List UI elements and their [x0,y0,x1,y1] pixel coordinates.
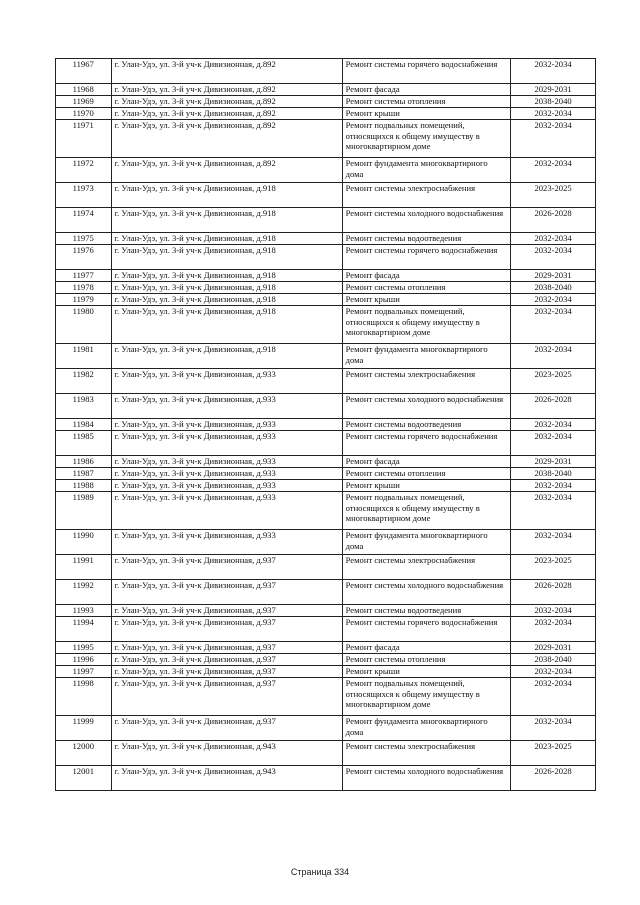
row-address: г. Улан-Удэ, ул. 3-й уч-к Дивизионная, д.918 [111,282,342,294]
row-address: г. Улан-Удэ, ул. 3-й уч-к Дивизионная, д.933 [111,530,342,555]
table-row [56,270,596,282]
row-address: г. Улан-Удэ, ул. 3-й уч-к Дивизионная, д.937 [111,716,342,741]
row-work-type: Ремонт подвальных помещений, относящихся к общему имуществу в многоквартирном доме [342,678,511,716]
table-row [56,678,596,716]
row-period: 2032-2034 [511,431,596,456]
table-row [56,282,596,294]
row-work-type: Ремонт системы водоотведения [342,605,511,617]
row-work-type: Ремонт системы электроснабжения [342,555,511,580]
row-number: 11974 [56,208,112,233]
row-work-type: Ремонт фасада [342,456,511,468]
row-work-type: Ремонт подвальных помещений, относящихся к общему имуществу в многоквартирном доме [342,492,511,530]
table-row [56,369,596,394]
row-period: 2032-2034 [511,530,596,555]
row-period: 2026-2028 [511,580,596,605]
row-work-type: Ремонт системы отопления [342,468,511,480]
row-period: 2023-2025 [511,369,596,394]
row-work-type: Ремонт фундамента многоквартирного дома [342,158,511,183]
table-row [56,96,596,108]
table-row [56,766,596,791]
table-row [56,530,596,555]
row-address: г. Улан-Удэ, ул. 3-й уч-к Дивизионная, д.933 [111,468,342,480]
row-address: г. Улан-Удэ, ул. 3-й уч-к Дивизионная, д.937 [111,678,342,716]
row-address: г. Улан-Удэ, ул. 3-й уч-к Дивизионная, д.937 [111,580,342,605]
table-row [56,158,596,183]
table-row [56,617,596,642]
row-period: 2032-2034 [511,605,596,617]
row-number: 11971 [56,120,112,158]
row-number: 11992 [56,580,112,605]
row-number: 11985 [56,431,112,456]
row-period: 2038-2040 [511,282,596,294]
table-row [56,480,596,492]
table-row [56,741,596,766]
table-row [56,654,596,666]
table-row [56,431,596,456]
row-period: 2029-2031 [511,84,596,96]
row-work-type: Ремонт крыши [342,108,511,120]
capital-repair-table [55,58,596,791]
row-work-type: Ремонт фундамента многоквартирного дома [342,716,511,741]
row-work-type: Ремонт системы горячего водоснабжения [342,617,511,642]
table-row [56,555,596,580]
row-work-type: Ремонт системы водоотведения [342,233,511,245]
row-number: 11994 [56,617,112,642]
table-row [56,245,596,270]
table-row [56,183,596,208]
row-work-type: Ремонт системы водоотведения [342,419,511,431]
row-work-type: Ремонт фасада [342,642,511,654]
row-work-type: Ремонт системы горячего водоснабжения [342,431,511,456]
row-period: 2026-2028 [511,766,596,791]
table-row [56,666,596,678]
row-period: 2032-2034 [511,294,596,306]
row-work-type: Ремонт системы горячего водоснабжения [342,245,511,270]
row-number: 11997 [56,666,112,678]
table-row [56,306,596,344]
row-number: 11967 [56,59,112,84]
row-number: 11995 [56,642,112,654]
page-number: Страница 334 [290,867,350,877]
row-work-type: Ремонт крыши [342,294,511,306]
row-address: г. Улан-Удэ, ул. 3-й уч-к Дивизионная, д.892 [111,108,342,120]
row-number: 11984 [56,419,112,431]
row-address: г. Улан-Удэ, ул. 3-й уч-к Дивизионная, д.918 [111,344,342,369]
row-number: 11993 [56,605,112,617]
row-work-type: Ремонт системы электроснабжения [342,741,511,766]
row-period: 2029-2031 [511,270,596,282]
row-period: 2023-2025 [511,741,596,766]
row-work-type: Ремонт крыши [342,666,511,678]
row-work-type: Ремонт системы холодного водоснабжения [342,766,511,791]
table-row [56,456,596,468]
table-row [56,208,596,233]
row-period: 2032-2034 [511,233,596,245]
row-number: 11987 [56,468,112,480]
row-number: 11981 [56,344,112,369]
row-work-type: Ремонт системы отопления [342,282,511,294]
row-number: 11979 [56,294,112,306]
row-period: 2032-2034 [511,59,596,84]
row-period: 2038-2040 [511,96,596,108]
row-work-type: Ремонт системы отопления [342,654,511,666]
row-period: 2032-2034 [511,716,596,741]
row-address: г. Улан-Удэ, ул. 3-й уч-к Дивизионная, д.937 [111,605,342,617]
row-address: г. Улан-Удэ, ул. 3-й уч-к Дивизионная, д.918 [111,245,342,270]
row-period: 2029-2031 [511,456,596,468]
row-work-type: Ремонт фундамента многоквартирного дома [342,344,511,369]
row-number: 11970 [56,108,112,120]
row-period: 2032-2034 [511,245,596,270]
row-period: 2032-2034 [511,617,596,642]
row-number: 11975 [56,233,112,245]
row-address: г. Улан-Удэ, ул. 3-й уч-к Дивизионная, д.918 [111,233,342,245]
row-address: г. Улан-Удэ, ул. 3-й уч-к Дивизионная, д.892 [111,84,342,96]
row-address: г. Улан-Удэ, ул. 3-й уч-к Дивизионная, д.918 [111,294,342,306]
row-number: 11989 [56,492,112,530]
row-number: 11990 [56,530,112,555]
row-work-type: Ремонт фасада [342,270,511,282]
row-work-type: Ремонт системы горячего водоснабжения [342,59,511,84]
row-address: г. Улан-Удэ, ул. 3-й уч-к Дивизионная, д.933 [111,456,342,468]
row-period: 2023-2025 [511,555,596,580]
row-address: г. Улан-Удэ, ул. 3-й уч-к Дивизионная, д.918 [111,270,342,282]
table-row [56,492,596,530]
row-address: г. Улан-Удэ, ул. 3-й уч-к Дивизионная, д.937 [111,555,342,580]
row-number: 11972 [56,158,112,183]
table-row [56,642,596,654]
row-number: 12001 [56,766,112,791]
row-period: 2032-2034 [511,158,596,183]
row-period: 2026-2028 [511,208,596,233]
table-row [56,580,596,605]
row-work-type: Ремонт системы холодного водоснабжения [342,208,511,233]
row-work-type: Ремонт подвальных помещений, относящихся к общему имуществу в многоквартирном доме [342,306,511,344]
row-period: 2032-2034 [511,480,596,492]
row-address: г. Улан-Удэ, ул. 3-й уч-к Дивизионная, д.892 [111,96,342,108]
row-address: г. Улан-Удэ, ул. 3-й уч-к Дивизионная, д.892 [111,120,342,158]
row-address: г. Улан-Удэ, ул. 3-й уч-к Дивизионная, д.933 [111,369,342,394]
row-period: 2029-2031 [511,642,596,654]
row-work-type: Ремонт системы электроснабжения [342,369,511,394]
row-number: 12000 [56,741,112,766]
row-period: 2038-2040 [511,654,596,666]
table-row [56,59,596,84]
row-number: 11998 [56,678,112,716]
row-address: г. Улан-Удэ, ул. 3-й уч-к Дивизионная, д.892 [111,59,342,84]
row-period: 2032-2034 [511,666,596,678]
row-work-type: Ремонт фундамента многоквартирного дома [342,530,511,555]
row-number: 11982 [56,369,112,394]
row-number: 11996 [56,654,112,666]
row-work-type: Ремонт фасада [342,84,511,96]
row-period: 2026-2028 [511,394,596,419]
row-address: г. Улан-Удэ, ул. 3-й уч-к Дивизионная, д.918 [111,208,342,233]
row-number: 11991 [56,555,112,580]
row-period: 2032-2034 [511,306,596,344]
row-address: г. Улан-Удэ, ул. 3-й уч-к Дивизионная, д.937 [111,617,342,642]
row-number: 11978 [56,282,112,294]
row-number: 11999 [56,716,112,741]
row-number: 11969 [56,96,112,108]
row-address: г. Улан-Удэ, ул. 3-й уч-к Дивизионная, д.943 [111,766,342,791]
row-number: 11980 [56,306,112,344]
row-number: 11983 [56,394,112,419]
row-period: 2032-2034 [511,344,596,369]
row-work-type: Ремонт системы отопления [342,96,511,108]
row-address: г. Улан-Удэ, ул. 3-й уч-к Дивизионная, д.933 [111,492,342,530]
table-row [56,108,596,120]
table-row [56,294,596,306]
row-number: 11986 [56,456,112,468]
row-number: 11973 [56,183,112,208]
row-address: г. Улан-Удэ, ул. 3-й уч-к Дивизионная, д.918 [111,306,342,344]
row-address: г. Улан-Удэ, ул. 3-й уч-к Дивизионная, д.892 [111,158,342,183]
row-period: 2032-2034 [511,120,596,158]
row-address: г. Улан-Удэ, ул. 3-й уч-к Дивизионная, д.918 [111,183,342,208]
row-work-type: Ремонт крыши [342,480,511,492]
row-number: 11976 [56,245,112,270]
row-address: г. Улан-Удэ, ул. 3-й уч-к Дивизионная, д.937 [111,654,342,666]
row-address: г. Улан-Удэ, ул. 3-й уч-к Дивизионная, д.933 [111,431,342,456]
table-row [56,468,596,480]
row-address: г. Улан-Удэ, ул. 3-й уч-к Дивизионная, д.937 [111,642,342,654]
table-row [56,394,596,419]
table-row [56,344,596,369]
row-period: 2032-2034 [511,492,596,530]
row-work-type: Ремонт системы холодного водоснабжения [342,580,511,605]
table-row [56,233,596,245]
row-period: 2038-2040 [511,468,596,480]
table-row [56,605,596,617]
row-address: г. Улан-Удэ, ул. 3-й уч-к Дивизионная, д.933 [111,419,342,431]
row-period: 2032-2034 [511,678,596,716]
row-period: 2032-2034 [511,108,596,120]
row-period: 2032-2034 [511,419,596,431]
table-row [56,716,596,741]
row-number: 11988 [56,480,112,492]
table-row [56,84,596,96]
row-address: г. Улан-Удэ, ул. 3-й уч-к Дивизионная, д.937 [111,666,342,678]
row-number: 11977 [56,270,112,282]
row-address: г. Улан-Удэ, ул. 3-й уч-к Дивизионная, д.943 [111,741,342,766]
row-address: г. Улан-Удэ, ул. 3-й уч-к Дивизионная, д.933 [111,394,342,419]
row-period: 2023-2025 [511,183,596,208]
row-address: г. Улан-Удэ, ул. 3-й уч-к Дивизионная, д.933 [111,480,342,492]
row-number: 11968 [56,84,112,96]
row-work-type: Ремонт системы электроснабжения [342,183,511,208]
row-work-type: Ремонт подвальных помещений, относящихся к общему имуществу в многоквартирном доме [342,120,511,158]
table-row [56,419,596,431]
row-work-type: Ремонт системы холодного водоснабжения [342,394,511,419]
table-row [56,120,596,158]
table-body [56,59,596,791]
